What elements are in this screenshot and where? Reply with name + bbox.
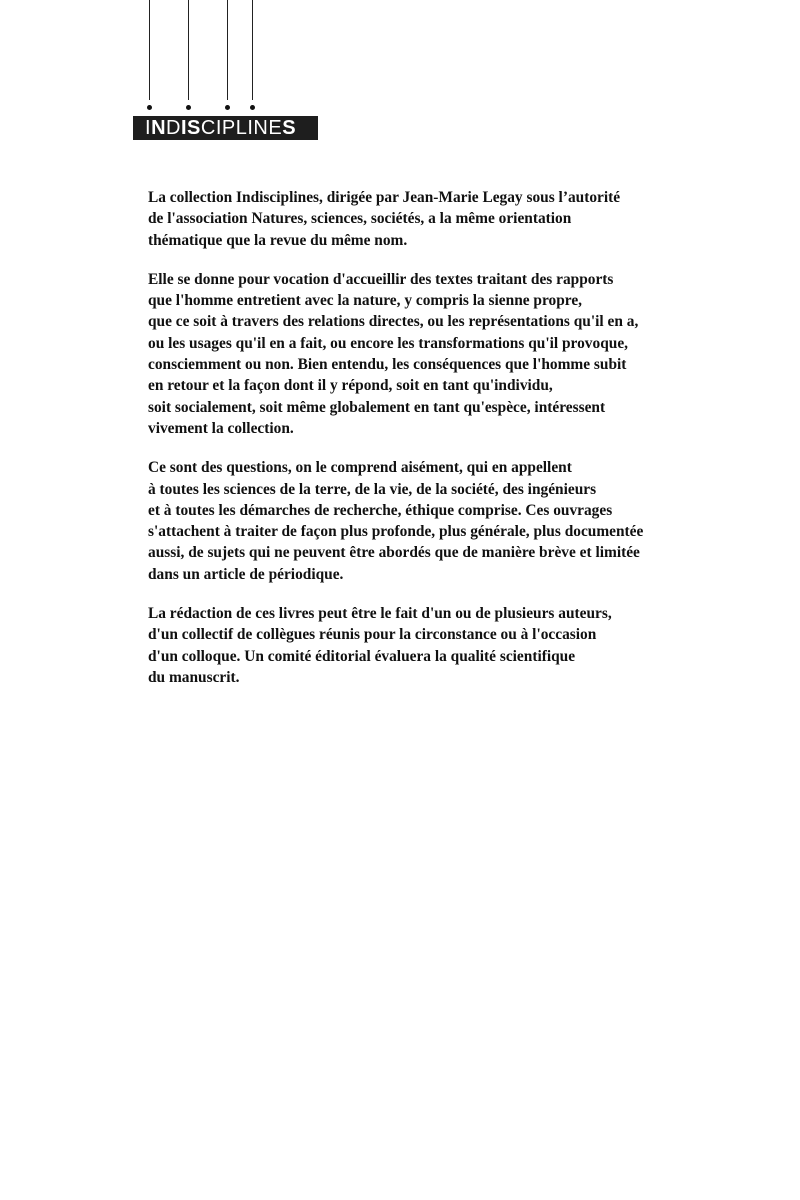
logo-letters: D [166,117,181,139]
text-line: d'un collectif de collègues réunis pour la circonstance ou à l'occasion [148,626,597,644]
series-logo [0,0,800,140]
logo-letters: I [145,117,152,139]
logo-dot [147,105,152,110]
paragraph-questions [148,457,668,585]
text-line: consciemment ou non. Bien entendu, les conséquences que l'homme subit [148,356,627,374]
logo-line [149,0,150,100]
text-line: du manuscrit. [148,668,240,686]
text-line: de l'association Natures, sciences, sociétés, a la même orientation [148,210,572,228]
paragraph-vocation [148,269,668,439]
logo-line [188,0,189,100]
text-line: soit socialement, soit même globalement en tant qu'espèce, intéressent [148,398,606,416]
text-line: aussi, de sujets qui ne peuvent être abordés que de manière brève et limitée [148,544,640,562]
text-line: ou les usages qu'il en a fait, ou encore les transformations qu'il provoque, [148,334,628,352]
logo-line [227,0,228,100]
logo-letters: CIPLINE [200,117,283,139]
logo-line [252,0,253,100]
text-line: dans un article de périodique. [148,565,344,583]
paragraph-redaction [148,603,668,688]
text-line: à toutes les sciences de la terre, de la vie, de la société, des ingénieurs [148,480,597,498]
text-line: d'un colloque. Un comité éditorial évaluera la qualité scientifique [148,647,576,665]
logo-dot [250,105,255,110]
logo-dot [186,105,191,110]
text-line: Elle se donne pour vocation d'accueillir des textes traitant des rapports [148,270,614,288]
text-line: et à toutes les démarches de recherche, éthique comprise. Ces ouvrages [148,501,613,519]
logo-letters: IS [180,117,201,139]
text-line: que l'homme entretient avec la nature, y compris la sienne propre, [148,292,583,310]
text-line: en retour et la façon dont il y répond, soit en tant qu'individu, [148,377,553,395]
text-line: vivement la collection. [148,419,294,437]
logo-letters: N [151,117,167,139]
text-line: que ce soit à travers des relations directes, ou les représentations qu'il en a, [148,313,639,331]
logo-dot [225,105,230,110]
logo-banner [133,116,318,140]
logo-letters: S [282,117,297,139]
text-line: La rédaction de ces livres peut être le fait d'un ou de plusieurs auteurs, [148,605,612,623]
text-line: s'attachent à traiter de façon plus profonde, plus générale, plus documentée [148,523,644,541]
paragraph-intro [148,187,668,251]
collection-description [148,187,668,706]
text-line: La collection Indisciplines, dirigée par Jean-Marie Legay sous l’autorité [148,189,621,206]
text-line: thématique que la revue du même nom. [148,231,408,249]
text-line: Ce sont des questions, on le comprend aisément, qui en appellent [148,459,572,477]
